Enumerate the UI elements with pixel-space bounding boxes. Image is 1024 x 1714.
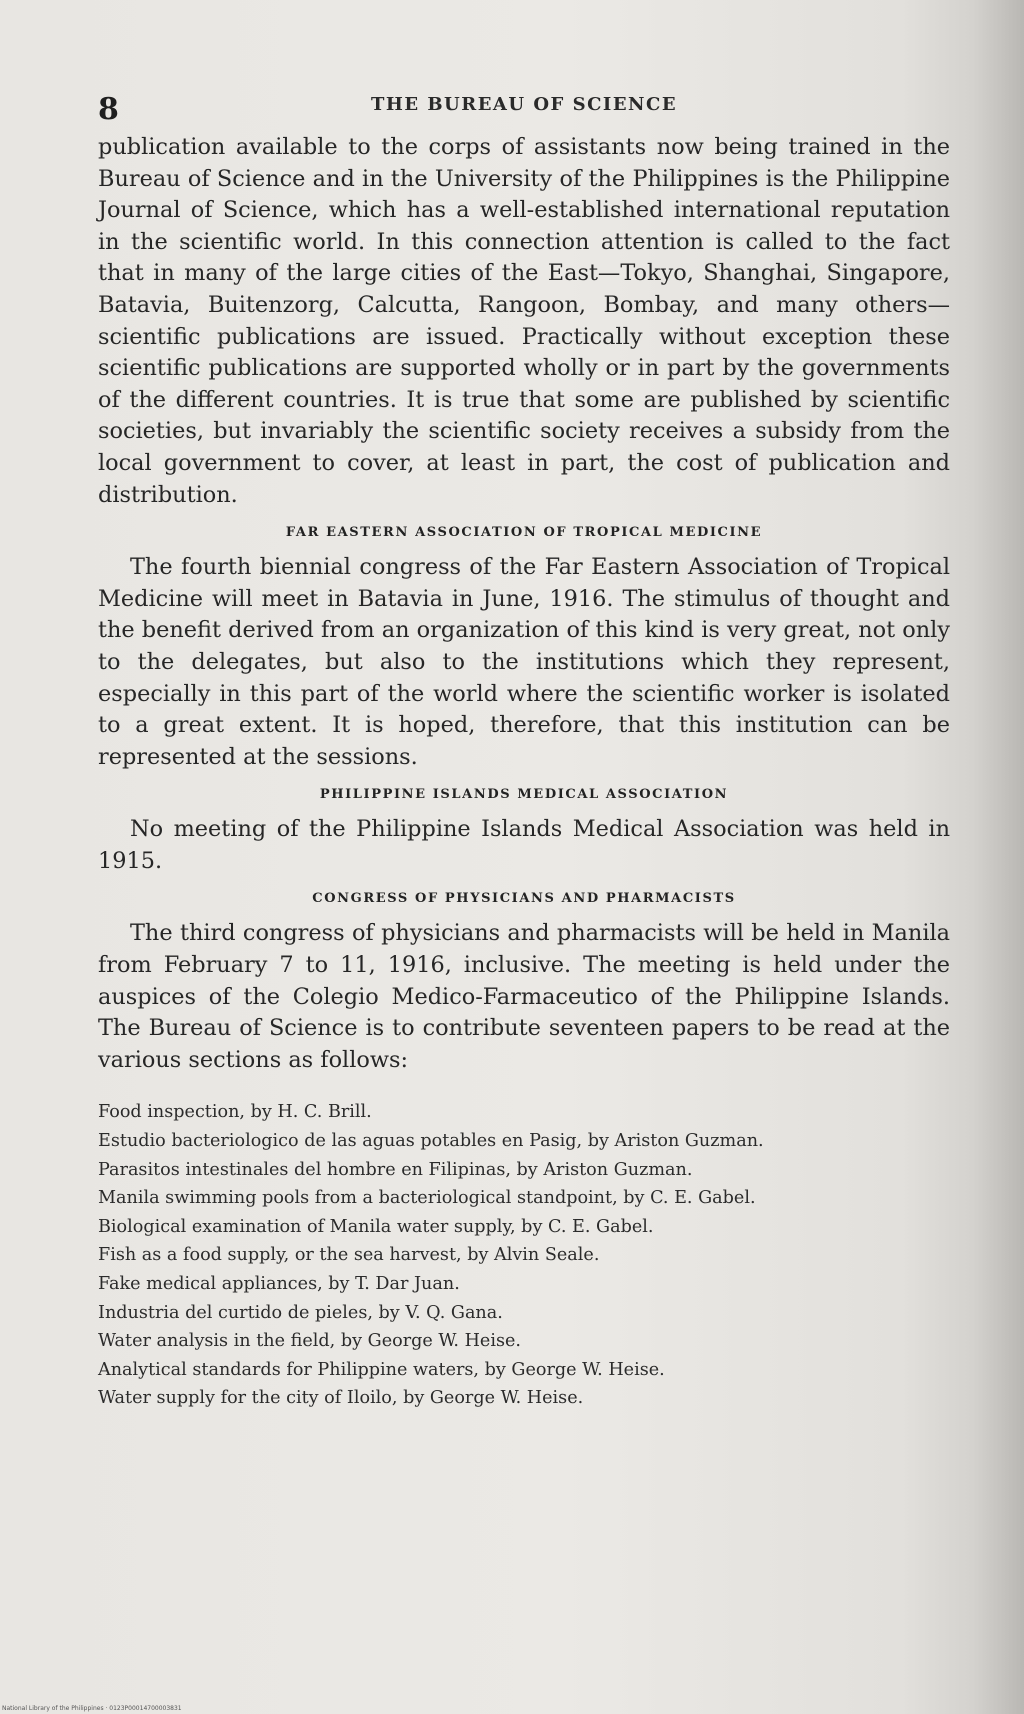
section-heading-far-eastern-association: FAR EASTERN ASSOCIATION OF TROPICAL MEDICINE	[285, 525, 763, 541]
paper-item: Analytical standards for Philippine waters, by George W. Heise.	[98, 1359, 665, 1380]
section-body-medical-association: No meeting of the Philippine Islands Medical Association was held in 1915.	[98, 816, 950, 874]
page-number: 8	[98, 92, 119, 127]
section-body-congress: The third congress of physicians and pharmacists will be held in Manila from February 7 to 11, 1916, inclusive. The meeting is held under the auspices of the Colegio Medico-Farmaceutico of the Philippine Islands. The Bureau of Science is to contribute seventeen papers to be read at the various sections as follows:	[98, 920, 950, 1073]
paper-item: Industria del curtido de pieles, by V. Q. Gana.	[98, 1302, 503, 1323]
paper-item: Fish as a food supply, or the sea harvest, by Alvin Seale.	[98, 1245, 600, 1266]
paper-item: Water supply for the city of Iloilo, by George W. Heise.	[98, 1388, 584, 1409]
running-title: THE BUREAU OF SCIENCE	[370, 94, 678, 115]
section-heading-congress: CONGRESS OF PHYSICIANS AND PHARMACISTS	[312, 891, 736, 907]
scan-credit: National Library of the Philippines · 0123P00014700003831	[2, 1705, 182, 1712]
paper-item: Biological examination of Manila water supply, by C. E. Gabel.	[98, 1216, 654, 1237]
paper-list	[98, 1098, 950, 1413]
page-header	[98, 84, 950, 128]
intro-paragraph: publication available to the corps of assistants now being trained in the Bureau of Science and in the University of the Philippines is the Philippine Journal of Science, which has a well-established international reputation in the scientific world. In this connection attention is called to the fact that in many of the large cities of the East—Tokyo, Shanghai, Singapore, Batavia, Buitenzorg, Calcutta, Rangoon, Bombay, and many others—scientific publications are issued. Practically without exception these scientific publications are supported wholly or in part by the governments of the different countries. It is true that some are published by scientific societies, but invariably the scientific society receives a subsidy from the local government to cover, at least in part, the cost of publication and distribution.	[98, 134, 950, 508]
paper-item: Food inspection, by H. C. Brill.	[98, 1102, 372, 1123]
section-heading-medical-association: PHILIPPINE ISLANDS MEDICAL ASSOCIATION	[319, 787, 729, 803]
document-page	[98, 84, 950, 1413]
paper-item: Water analysis in the field, by George W. Heise.	[98, 1331, 521, 1352]
section-body-far-eastern-association: The fourth biennial congress of the Far Eastern Association of Tropical Medicine will meet in Batavia in June, 1916. The stimulus of thought and the benefit derived from an organization of this kind is very great, not only to the delegates, but also to the institutions which they represent, especially in this part of the world where the scientific worker is isolated to a great extent. It is hoped, therefore, that this institution can be represented at the sessions.	[98, 554, 950, 770]
paper-item: Manila swimming pools from a bacteriological standpoint, by C. E. Gabel.	[98, 1188, 756, 1209]
paper-item: Parasitos intestinales del hombre en Filipinas, by Ariston Guzman.	[98, 1159, 693, 1180]
paper-item: Fake medical appliances, by T. Dar Juan.	[98, 1274, 460, 1294]
paper-item: Estudio bacteriologico de las aguas potables en Pasig, by Ariston Guzman.	[98, 1131, 764, 1152]
